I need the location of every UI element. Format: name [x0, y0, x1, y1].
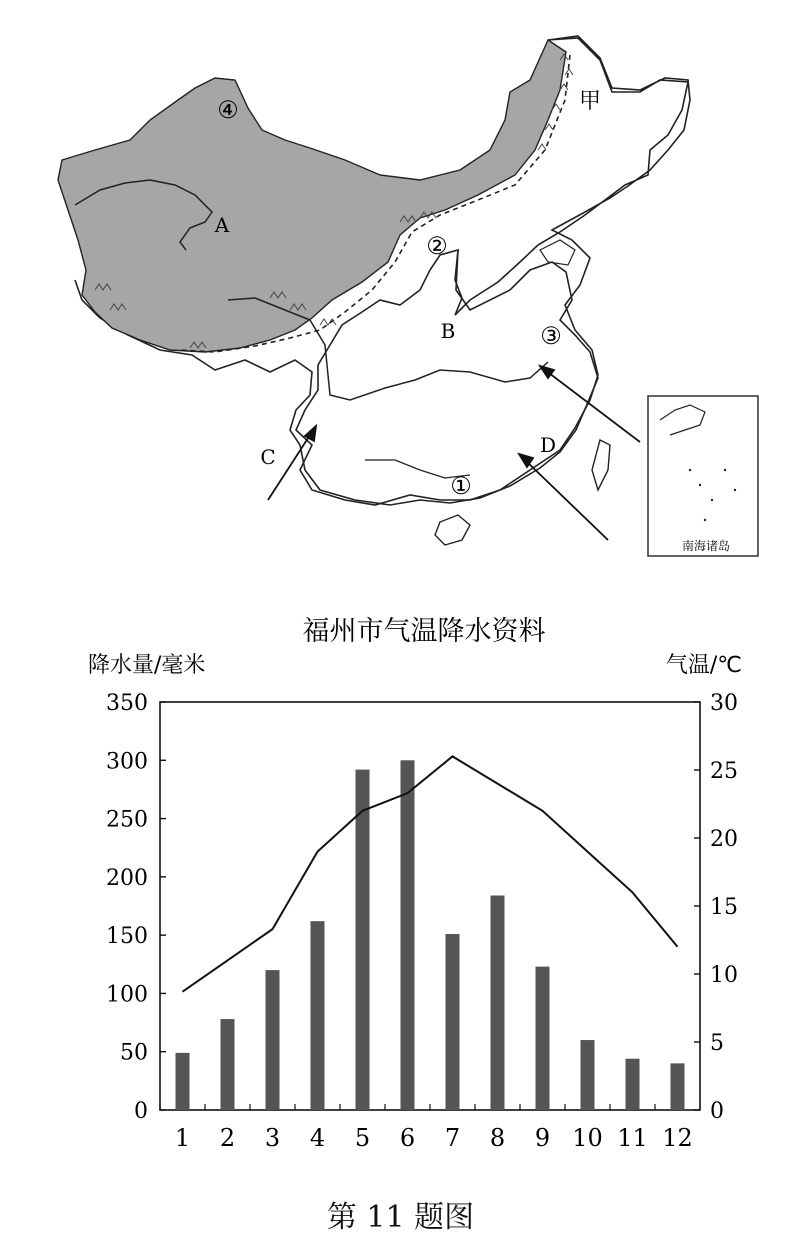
map-label-d: D: [539, 433, 557, 457]
precip-bar-5: [356, 770, 370, 1110]
precipitation-bars: [176, 760, 685, 1110]
chart-title: 福州市气温降水资料: [302, 616, 546, 647]
y-right-tick-label: 0: [710, 1099, 724, 1124]
x-tick-label: 12: [662, 1124, 693, 1152]
precip-bar-8: [491, 896, 505, 1110]
y-right-tick-label: 10: [710, 963, 738, 988]
precip-bar-6: [401, 760, 415, 1110]
x-tick-label: 7: [444, 1124, 461, 1152]
precip-bar-10: [581, 1040, 595, 1110]
x-tick-label: 5: [354, 1124, 371, 1152]
precip-bar-12: [671, 1063, 685, 1110]
map-label-1: ①: [450, 472, 472, 500]
y-right-axis-label: 气温/℃: [665, 653, 742, 678]
y-left-tick-label: 150: [106, 924, 148, 950]
precip-bar-2: [221, 1019, 235, 1110]
y-left-tick-label: 350: [106, 691, 148, 716]
y-right-tick-label: 20: [710, 827, 738, 852]
precip-bar-11: [626, 1059, 640, 1110]
x-tick-label: 4: [309, 1124, 326, 1152]
y-left-axis-label: 降水量/毫米: [88, 653, 206, 678]
x-tick-label: 10: [572, 1124, 603, 1152]
map-label-2: ②: [426, 232, 448, 260]
x-tick-label: 6: [399, 1124, 416, 1152]
temperature-polyline: [183, 756, 678, 991]
precip-bar-3: [266, 970, 280, 1110]
map-label-a: A: [214, 213, 230, 237]
x-tick-label: 1: [174, 1124, 191, 1152]
x-tick-label: 9: [534, 1124, 551, 1152]
map-label-3: ③: [540, 322, 562, 350]
axis-ticks: [106, 691, 738, 1152]
map-label-c: C: [260, 445, 276, 469]
y-right-tick-label: 30: [710, 691, 738, 716]
map-label-jia: 甲: [578, 89, 602, 114]
y-left-tick-label: 0: [134, 1099, 148, 1124]
y-right-tick-label: 5: [710, 1031, 724, 1056]
y-right-tick-label: 15: [710, 895, 738, 920]
plot-frame: [160, 702, 700, 1110]
y-left-tick-label: 250: [106, 807, 148, 833]
x-tick-label: 8: [489, 1124, 506, 1152]
precip-bar-4: [311, 921, 325, 1110]
precip-bar-1: [176, 1053, 190, 1110]
precip-bar-9: [536, 967, 550, 1110]
precip-bar-7: [446, 934, 460, 1110]
figure-caption: 第 11 题图: [326, 1200, 475, 1235]
y-right-tick-label: 25: [710, 759, 738, 784]
x-tick-label: 3: [264, 1124, 281, 1152]
inset-title: 南海诸岛: [681, 539, 731, 553]
y-left-tick-label: 200: [106, 865, 148, 891]
temperature-line: [183, 756, 678, 991]
x-tick-label: 11: [617, 1124, 648, 1152]
y-left-tick-label: 300: [106, 749, 148, 775]
x-tick-label: 2: [219, 1124, 236, 1152]
y-left-tick-label: 50: [120, 1040, 148, 1066]
map-label-b: B: [440, 319, 456, 343]
y-left-tick-label: 100: [106, 982, 148, 1008]
map-label-4: ④: [217, 96, 239, 124]
